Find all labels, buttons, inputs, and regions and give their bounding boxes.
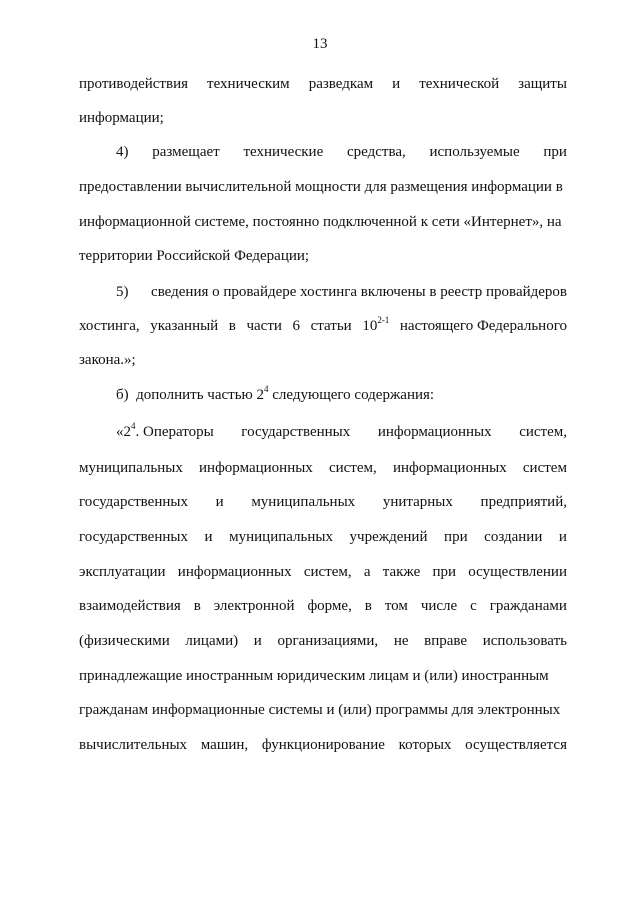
- word: с: [470, 598, 477, 614]
- word: муниципальных: [79, 460, 183, 476]
- quote-open: «2: [116, 424, 131, 440]
- page-number: 13: [312, 36, 328, 52]
- part-base: 2: [256, 387, 264, 403]
- word: 4): [116, 144, 129, 160]
- word: Операторы: [143, 424, 214, 440]
- word: государственных: [79, 529, 188, 545]
- word: учреждений: [349, 529, 428, 545]
- word: и: [215, 494, 224, 510]
- word: не: [393, 633, 409, 649]
- word: технической: [419, 76, 500, 92]
- text-line-9: закона.»;: [79, 352, 136, 368]
- word: лицами): [185, 633, 239, 649]
- word: которых: [398, 737, 452, 753]
- part-reference: [256, 384, 269, 403]
- word: муниципальных: [251, 494, 356, 510]
- statute-base: 10: [362, 318, 378, 334]
- word: информационных: [392, 460, 507, 476]
- word: систем,: [328, 460, 377, 476]
- word: (физическими: [79, 633, 170, 649]
- word: при: [543, 144, 567, 160]
- word: функционирование: [261, 737, 385, 753]
- word: использовать: [482, 633, 567, 649]
- word: а: [363, 564, 371, 580]
- word: эксплуатации: [79, 564, 166, 580]
- text-line-8: [79, 316, 567, 336]
- word: и: [558, 529, 567, 545]
- text-line-2: информации;: [79, 110, 164, 126]
- word: муниципальных: [229, 529, 333, 545]
- text-line-18: принадлежащие иностранным юридическим лицам и (или) иностранным: [79, 668, 549, 684]
- word: части: [246, 318, 282, 334]
- word: форме,: [307, 598, 352, 614]
- word: числе: [420, 598, 458, 614]
- word: вычислительных: [79, 737, 188, 753]
- word: и: [392, 76, 401, 92]
- text-line-4: предоставлении вычислительной мощности для размещения информации в: [79, 179, 563, 195]
- quote-number: [116, 422, 214, 442]
- word: вправе: [424, 633, 468, 649]
- word: разведкам: [308, 76, 374, 92]
- text-line-19: гражданам информационные системы и (или) программы для электронных: [79, 702, 561, 718]
- word: систем,: [519, 424, 567, 440]
- text-line-6: территории Российской Федерации;: [79, 248, 310, 264]
- word: информационных: [377, 424, 492, 440]
- word: сведения о провайдере хостинга включены в реестр провайдеров: [151, 284, 567, 300]
- text-line-3: [116, 142, 567, 162]
- text-line-20: [79, 735, 567, 755]
- word: при: [432, 564, 457, 580]
- word: организациями,: [277, 633, 379, 649]
- word: машин,: [200, 737, 249, 753]
- word: в: [228, 318, 236, 334]
- text-line-11: [116, 422, 567, 442]
- text-line-7: [116, 282, 567, 302]
- word: том: [384, 598, 408, 614]
- word: государственных: [241, 424, 351, 440]
- word: государственных: [79, 494, 188, 510]
- text-line-12: [79, 458, 567, 478]
- word: используемые: [429, 144, 520, 160]
- word: гражданами: [489, 598, 567, 614]
- word: осуществлении: [468, 564, 567, 580]
- word: взаимодействия: [79, 598, 181, 614]
- word: дополнить частью: [136, 387, 253, 403]
- word: защиты: [518, 76, 567, 92]
- word: статьи: [310, 318, 352, 334]
- word: осуществляется: [465, 737, 567, 753]
- word: размещает: [152, 144, 220, 160]
- word: противодействия: [79, 76, 188, 92]
- word: указанный: [150, 318, 219, 334]
- text-line-13: [79, 492, 567, 512]
- quote-superscript: 4: [131, 421, 136, 431]
- word: информационных: [177, 564, 292, 580]
- word: 6: [292, 318, 301, 334]
- word: создании: [484, 529, 543, 545]
- word: б): [116, 387, 129, 403]
- word: систем: [522, 460, 567, 476]
- word: также: [382, 564, 421, 580]
- part-superscript: 4: [264, 384, 269, 394]
- word: и: [204, 529, 213, 545]
- text-line-16: [79, 596, 567, 616]
- word: технические: [243, 144, 324, 160]
- word: 5): [116, 284, 129, 300]
- word: в: [193, 598, 201, 614]
- quote-dot: .: [135, 424, 140, 440]
- text-line-10: [116, 385, 567, 405]
- word: систем,: [303, 564, 352, 580]
- word: предприятий,: [480, 494, 567, 510]
- word: настоящего Федерального: [399, 318, 567, 334]
- text-line-5: информационной системе, постоянно подключенной к сети «Интернет», на: [79, 214, 562, 230]
- word: и: [253, 633, 262, 649]
- text-line-15: [79, 562, 567, 582]
- text-line-1: [79, 74, 567, 94]
- text-line-14: [79, 527, 567, 547]
- word: электронной: [213, 598, 295, 614]
- word: средства,: [346, 144, 406, 160]
- word: в: [364, 598, 372, 614]
- word: при: [444, 529, 468, 545]
- statute-superscript: 2-1: [377, 315, 390, 325]
- word: унитарных: [382, 494, 453, 510]
- statute-reference: [362, 316, 389, 336]
- word: информационных: [199, 460, 313, 476]
- text-line-17: [79, 631, 567, 651]
- word: техническим: [207, 76, 290, 92]
- word: следующего содержания:: [272, 387, 435, 403]
- word: хостинга,: [79, 318, 140, 334]
